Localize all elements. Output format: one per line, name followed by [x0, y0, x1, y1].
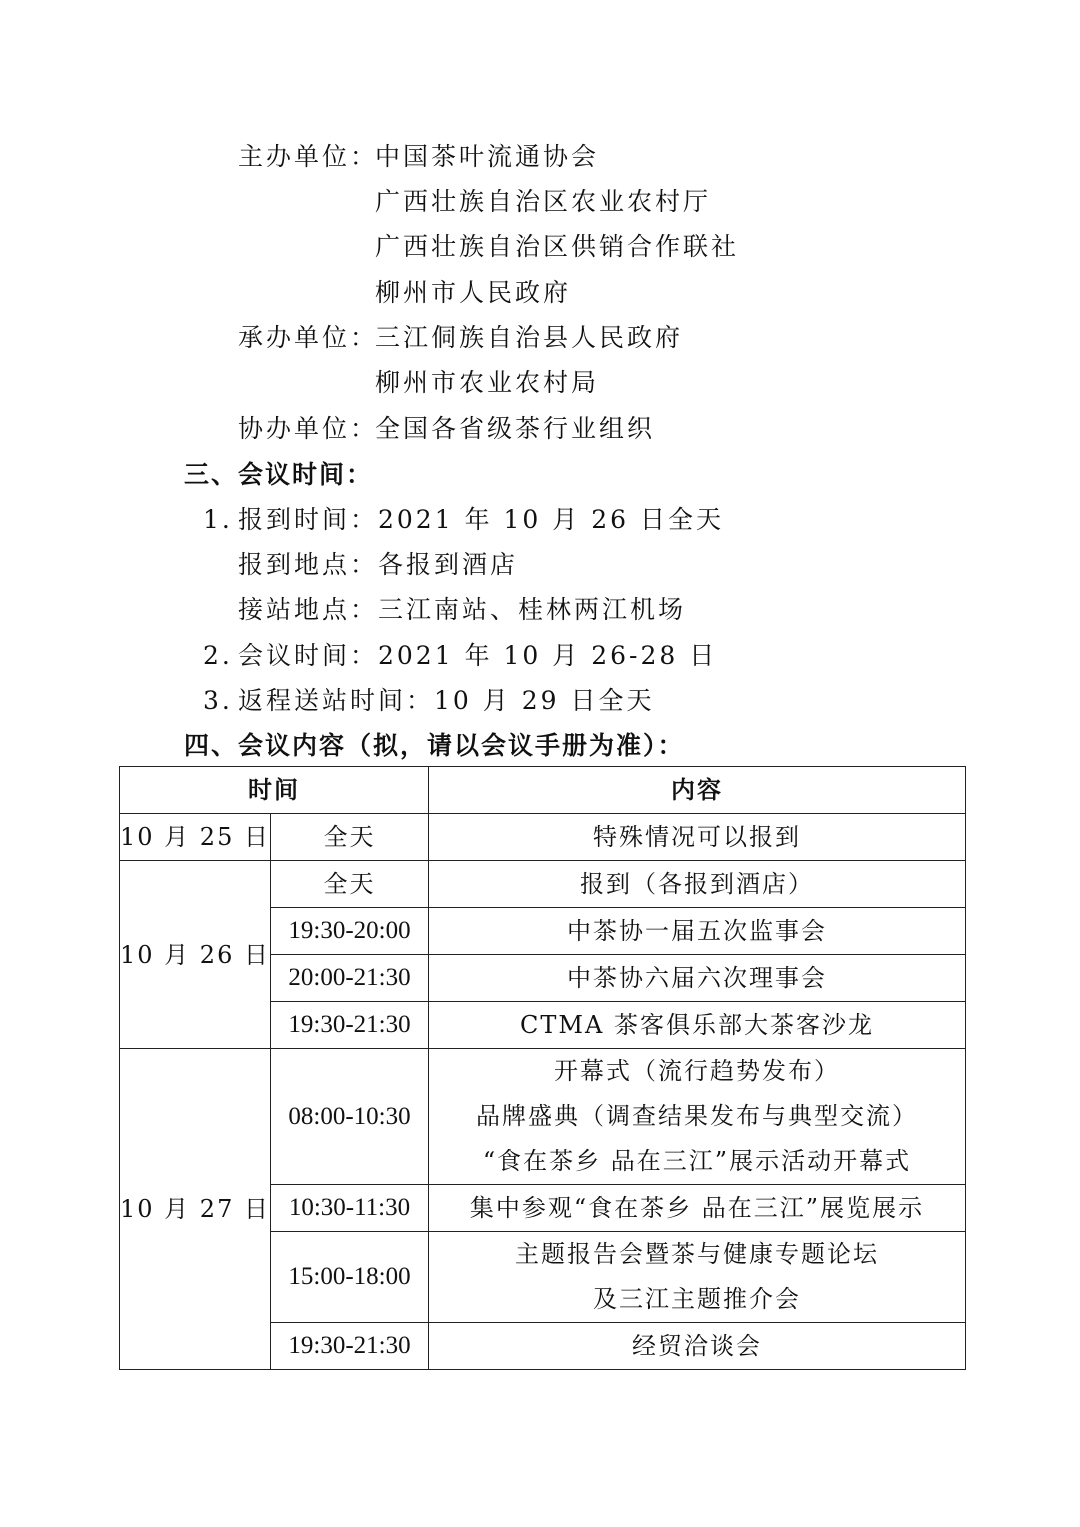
content-cell: 中茶协六届六次理事会 — [429, 955, 966, 1002]
content-line: 开幕式（流行趋势发布） — [554, 1057, 840, 1085]
content-line: 及三江主题推介会 — [593, 1285, 801, 1313]
time-cell: 10:30-11:30 — [271, 1185, 429, 1232]
content-line: 品牌盛典（调查结果发布与典型交流） — [476, 1102, 918, 1130]
content-cell: 集中参观“食在茶乡 品在三江”展览展示 — [429, 1185, 966, 1232]
section3-heading: 三、会议时间： — [184, 460, 374, 489]
table-row — [120, 861, 966, 908]
content-cell — [429, 1049, 966, 1185]
host-org-4: 柳州市人民政府 — [375, 278, 572, 307]
date-oct26: 10 月 26 日 — [120, 861, 271, 1049]
time-cell: 19:30-21:30 — [271, 1002, 429, 1049]
time-cell: 15:00-18:00 — [271, 1232, 429, 1323]
time-cell: 19:30-21:30 — [271, 1323, 429, 1370]
content-cell: CTMA 茶客俱乐部大茶客沙龙 — [429, 1002, 966, 1049]
section4-heading: 四、会议内容（拟，请以会议手册为准）： — [184, 731, 685, 760]
host-org-3: 广西壮族自治区供销合作联社 — [375, 232, 740, 261]
host-org-2: 广西壮族自治区农业农村厅 — [375, 187, 712, 216]
schedule-table — [119, 766, 966, 1370]
item1-checkin-time: 报到时间：2021 年 10 月 26 日全天 — [238, 505, 724, 534]
content-cell: 报到（各报到酒店） — [429, 861, 966, 908]
table-row — [120, 1049, 966, 1185]
date-oct25: 10 月 25 日 — [120, 814, 271, 861]
item1-pickup-place: 接站地点：三江南站、桂林两江机场 — [238, 595, 687, 624]
table-header-row — [120, 767, 966, 814]
date-oct27: 10 月 27 日 — [120, 1049, 271, 1370]
content-cell: 经贸洽谈会 — [429, 1323, 966, 1370]
time-cell: 20:00-21:30 — [271, 955, 429, 1002]
item1-checkin-place: 报到地点：各报到酒店 — [238, 550, 519, 579]
content-cell — [429, 1232, 966, 1323]
time-cell: 08:00-10:30 — [271, 1049, 429, 1185]
item3-return-time: 返程送站时间：10 月 29 日全天 — [238, 686, 655, 715]
content-cell: 中茶协一届五次监事会 — [429, 908, 966, 955]
item3-number: 3. — [203, 686, 233, 715]
item2-meeting-time: 会议时间：2021 年 10 月 26-28 日 — [238, 641, 718, 670]
host-org-1: 中国茶叶流通协会 — [375, 142, 600, 171]
host-label: 主办单位： — [238, 142, 379, 171]
content-cell: 特殊情况可以报到 — [429, 814, 966, 861]
time-cell: 19:30-20:00 — [271, 908, 429, 955]
co-label: 协办单位： — [238, 414, 379, 443]
undertaker-org-1: 三江侗族自治县人民政府 — [375, 323, 684, 352]
time-cell: 全天 — [271, 861, 429, 908]
header-time: 时间 — [120, 767, 429, 814]
time-cell: 全天 — [271, 814, 429, 861]
item1-number: 1. — [203, 505, 233, 534]
content-line: “食在茶乡 品在三江”展示活动开幕式 — [482, 1147, 912, 1175]
content-line: 主题报告会暨茶与健康专题论坛 — [515, 1240, 879, 1268]
table-row — [120, 814, 966, 861]
undertaker-org-2: 柳州市农业农村局 — [375, 368, 600, 397]
undertaker-label: 承办单位： — [238, 323, 379, 352]
co-org-1: 全国各省级茶行业组织 — [375, 414, 656, 443]
item2-number: 2. — [203, 641, 233, 670]
header-content: 内容 — [429, 767, 966, 814]
